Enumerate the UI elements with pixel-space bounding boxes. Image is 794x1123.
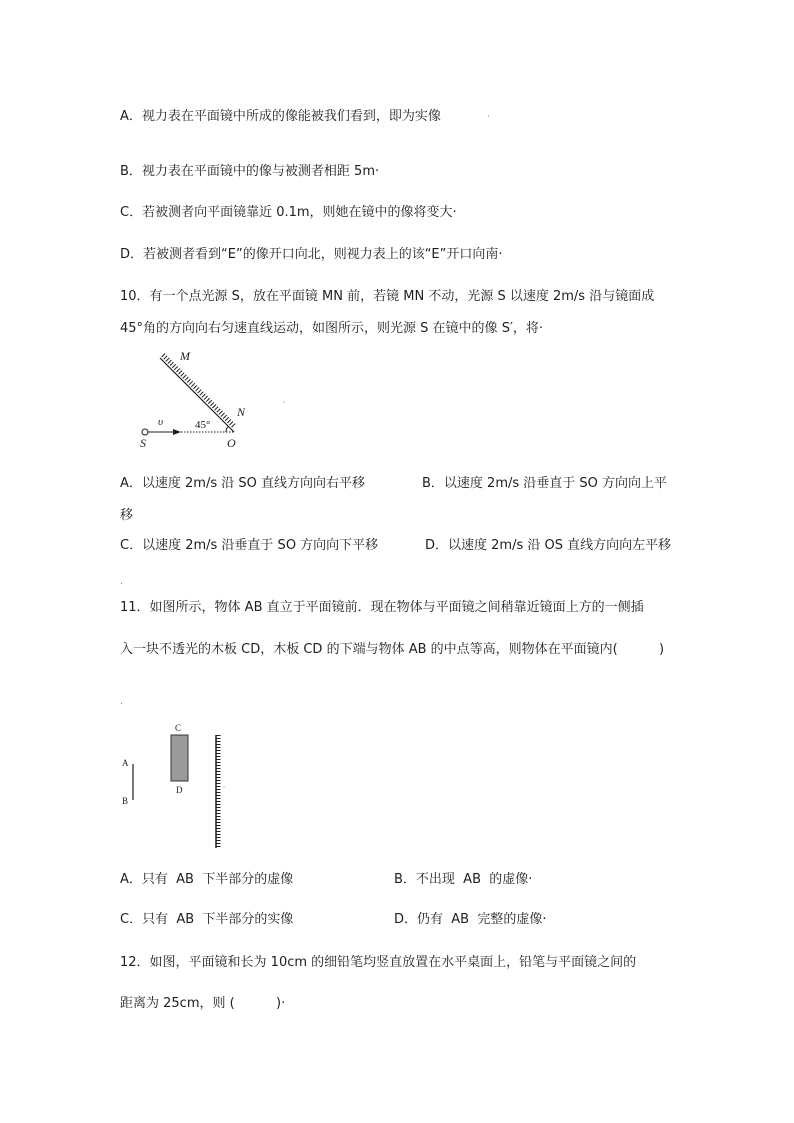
label-d: D [176,785,183,795]
stray-dot [283,401,284,402]
stray-dot [223,786,224,787]
label-v: υ [158,416,164,428]
velocity-arrowhead [173,429,181,435]
q11-option-c: C．只有 AB 下半部分的实像 [120,912,294,927]
q11-option-a: A．只有 AB 下半部分的虚像 [120,872,294,887]
q10-option-b-line1: B．以速度 2m/s 沿垂直于 SO 方向向上平 [422,476,668,491]
paragraph-mark: . [120,577,123,587]
label-s: S [140,436,146,450]
angle-label: 45° [195,419,211,431]
label-n: N [237,405,246,419]
q10-stem-line1: 10．有一个点光源 S，放在平面镜 MN 前，若镜 MN 不动，光源 S 以速度 2m/s 沿与镜面成 [120,289,655,304]
q12-stem-line2: 距离为 25cm，则 ( )· [120,996,286,1011]
q9-option-c: C．若被测者向平面镜靠近 0.1m，则她在镜中的像将变大· [120,205,457,220]
q10-stem-line2: 45°角的方向向右匀速直线运动，如图所示，则光源 S 在镜中的像 S′，将· [120,321,544,336]
q11-stem-line2: 入一块不透光的木板 CD，木板 CD 的下端与物体 AB 的中点等高，则物体在平面镜内( ) [120,642,665,657]
q11-mirror-figure [115,718,235,853]
q9-option-d: D．若被测者看到“E”的像开口向北，则视力表上的该“E”开口向南· [120,247,503,262]
q10-mirror-figure [130,345,300,455]
label-m: M [180,349,190,363]
board-cd [171,735,188,781]
mirror-hatching [163,355,234,426]
label-b: B [122,796,129,806]
q9-option-b: B．视力表在平面镜中的像与被测者相距 5m· [120,164,380,179]
angle-arc [226,426,228,432]
q10-option-d: D．以速度 2m/s 沿 OS 直线方向向左平移 [425,538,672,553]
paragraph-mark: . [120,697,123,707]
q11-stem-line1: 11．如图所示，物体 AB 直立于平面镜前．现在物体与平面镜之间稍靠近镜面上方的一侧插 [120,600,644,615]
point-source-s [142,429,148,435]
label-c: C [175,723,182,733]
q10-option-a: A．以速度 2m/s 沿 SO 直线方向向右平移 [120,476,365,491]
q10-option-b-line2: 移 [120,508,134,523]
q11-option-b: B．不出现 AB 的虚像· [394,872,533,887]
label-a: A [122,758,129,768]
q9-option-a: A．视力表在平面镜中所成的像能被我们看到，即为实像 [120,109,441,124]
paragraph-mark: · [487,112,490,122]
q11-option-d: D．仍有 AB 完整的虚像· [394,912,547,927]
label-o: O [227,436,236,450]
q12-stem-line1: 12．如图，平面镜和长为 10cm 的细铅笔均竖直放置在水平桌面上，铅笔与平面镜之间的 [120,955,637,970]
q10-option-c: C．以速度 2m/s 沿垂直于 SO 方向向下平移 [120,538,379,553]
